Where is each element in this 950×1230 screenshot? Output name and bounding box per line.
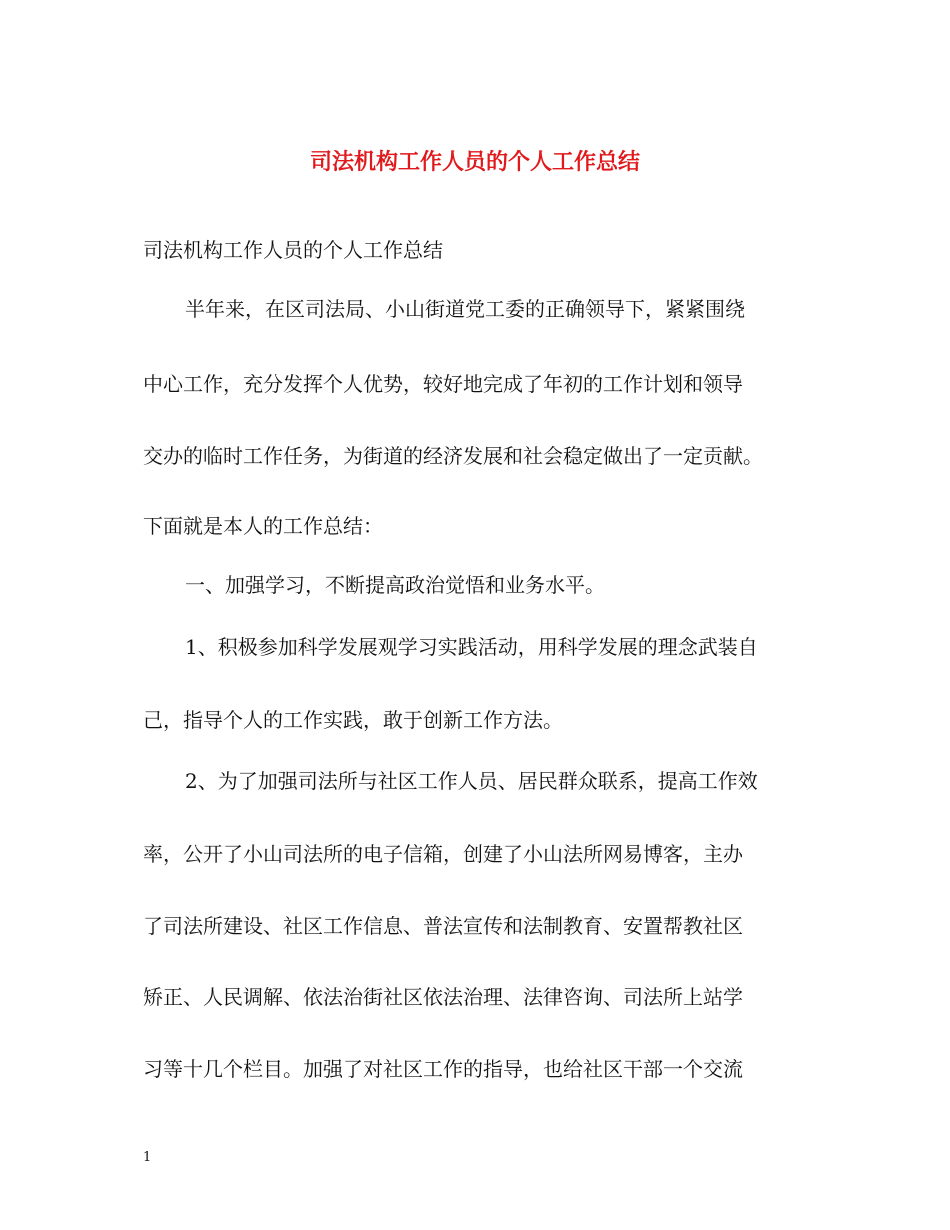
paragraph-line: 矫正、人民调解、依法治街社区依法治理、法律咨询、司法所上站学 [143,985,743,1009]
page-number: 1 [143,1150,152,1165]
document-title: 司法机构工作人员的个人工作总结 [309,149,640,175]
paragraph-line: 2、为了加强司法所与社区工作人员、居民群众联系，提高工作效 [185,769,758,793]
paragraph-line: 半年来，在区司法局、小山街道党工委的正确领导下，紧紧围绕 [185,297,745,321]
paragraph-line: 交办的临时工作任务，为街道的经济发展和社会稳定做出了一定贡献。 [143,444,763,468]
paragraph-line: 了司法所建设、社区工作信息、普法宣传和法制教育、安置帮教社区 [143,914,743,938]
paragraph-line: 己，指导个人的工作实践，敢于创新工作方法。 [143,708,563,732]
subtitle-line: 司法机构工作人员的个人工作总结 [143,238,443,262]
paragraph-line: 下面就是本人的工作总结： [143,514,383,538]
section-heading: 一、加强学习，不断提高政治觉悟和业务水平。 [185,573,605,597]
paragraph-line: 中心工作，充分发挥个人优势，较好地完成了年初的工作计划和领导 [143,372,743,396]
paragraph-line: 率，公开了小山司法所的电子信箱，创建了小山法所网易博客，主办 [143,842,743,866]
paragraph-line: 1、积极参加科学发展观学习实践活动，用科学发展的理念武装自 [185,635,758,659]
paragraph-line: 习等十几个栏目。加强了对社区工作的指导，也给社区干部一个交流 [143,1057,743,1081]
